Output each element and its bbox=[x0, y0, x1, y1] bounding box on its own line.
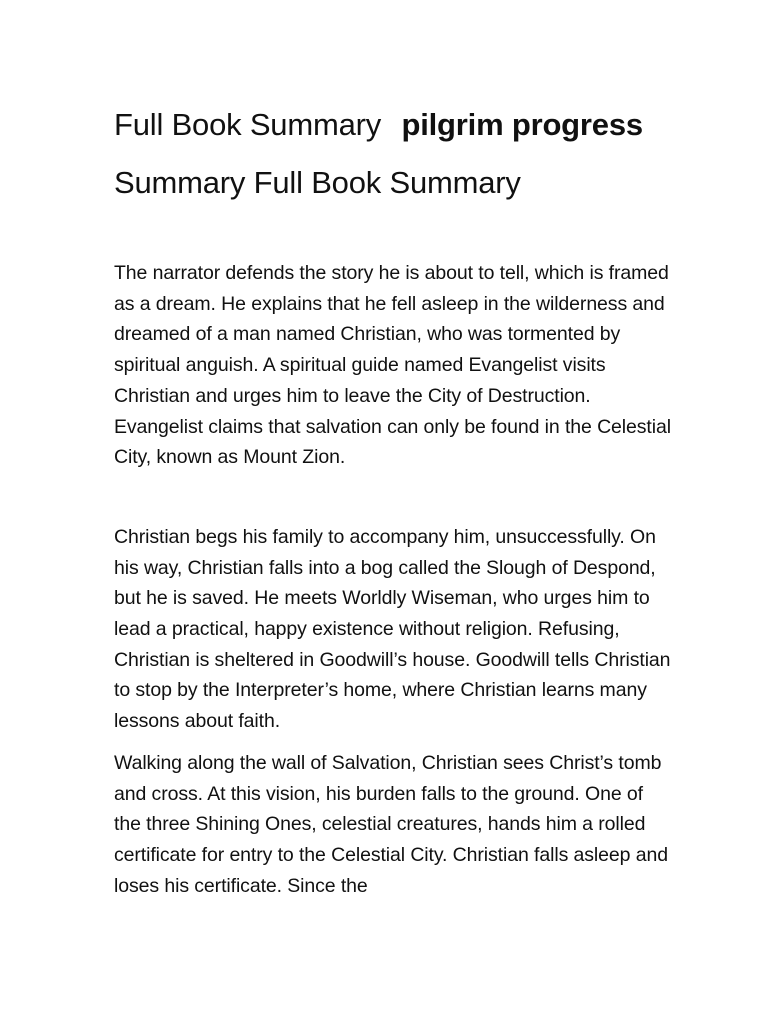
title-bold-text: pilgrim progress bbox=[401, 107, 643, 142]
document-title bbox=[114, 96, 674, 212]
document-content bbox=[114, 96, 674, 901]
paragraph-3: Walking along the wall of Salvation, Christian sees Christ’s tomb and cross. At this vision, his burden falls to the ground. One of the three Shining Ones, celestial creatures, hands him a rolled certificate for entry to the Celestial City. Christian falls asleep and loses his certificate. Since the bbox=[114, 751, 668, 897]
paragraph-1: The narrator defends the story he is about to tell, which is framed as a dream. He explains that he fell asleep in the wilderness and dreamed of a man named Christian, who was tormented by spiritual anguish. A spiritual guide named Evangelist visits Christian and urges him to leave the City of Destruction. Evangelist claims that salvation can only be found in the Celestial City, known as Mount Zion. bbox=[114, 262, 671, 469]
paragraph-2: Christian begs his family to accompany him, unsuccessfully. On his way, Christian falls into a bog called the Slough of Despond, but he is saved. He meets Worldly Wiseman, who urges him to lead a practical, happy existence without religion. Refusing, Christian is sheltered in Goodwill’s house. Goodwill tells Christian to stop by the Interpreter’s home, where Christian learns many lessons about faith. bbox=[114, 525, 671, 733]
title-second-line: Summary Full Book Summary bbox=[114, 165, 521, 200]
title-regular-text: Full Book Summary bbox=[114, 107, 382, 142]
